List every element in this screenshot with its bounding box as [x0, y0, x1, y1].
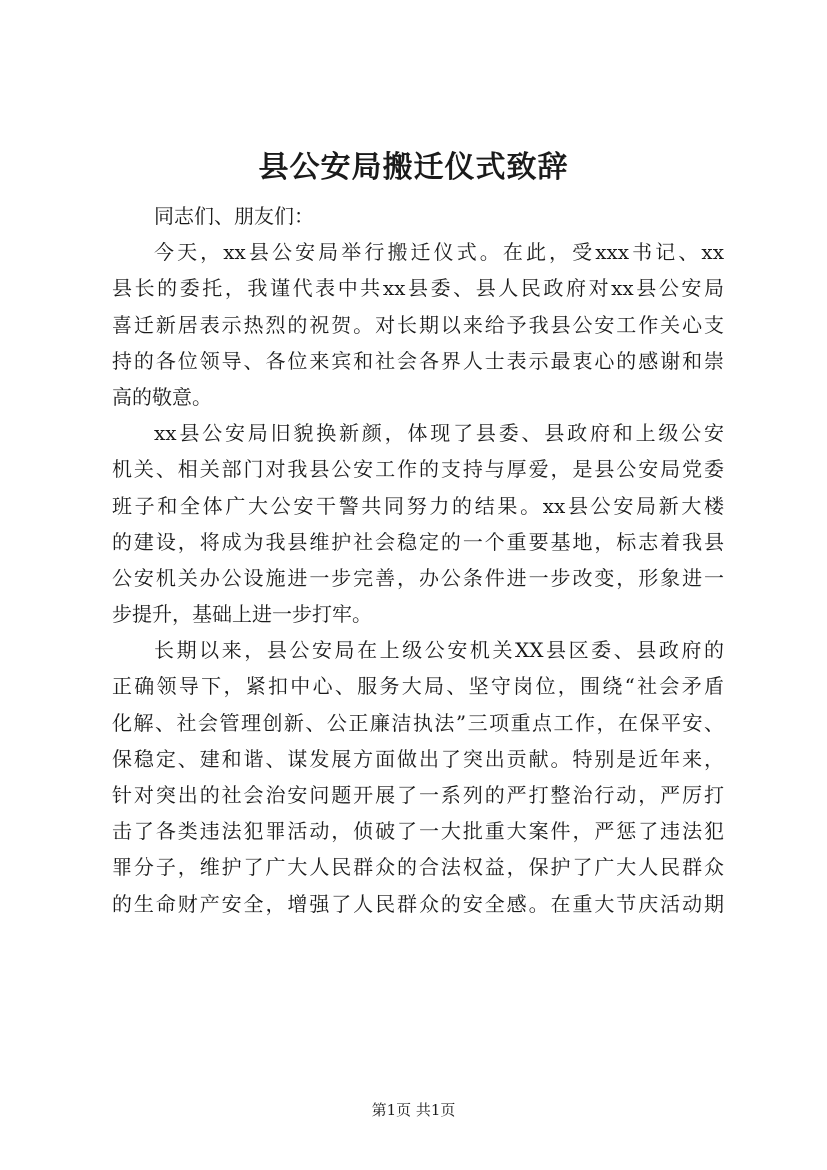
- text-line: 长期以来，县公安局在上级公安机关XX县区委、县政府的: [154, 638, 724, 663]
- text-line: 县长的委托，我谨代表中共xx县委、县人民政府对xx县公安局: [112, 276, 724, 301]
- text-line: 针对突出的社会治安问题开展了一系列的严打整治行动，严厉打: [112, 783, 724, 807]
- document-title: 县公安局搬迁仪式致辞: [258, 150, 569, 185]
- text-line: 今天，xx县公安局举行搬迁仪式。在此，受xxx书记、xx: [154, 240, 724, 265]
- text-line: 步提升，基础上进一步打牢。: [112, 602, 372, 627]
- text-line: 班子和全体广大公安干警共同努力的结果。xx县公安局新大楼: [112, 493, 724, 518]
- text-line: 同志们、朋友们：: [154, 204, 314, 228]
- text-line: 的建设，将成为我县维护社会稳定的一个重要基地，标志着我县: [112, 529, 724, 554]
- text-line: 正确领导下，紧扣中心、服务大局、坚守岗位，围绕“社会矛盾: [112, 674, 724, 699]
- page-footer: 第1页 共1页: [371, 1101, 456, 1119]
- text-line: 击了各类违法犯罪活动，侦破了一大批重大案件，严惩了违法犯: [112, 819, 724, 844]
- text-line: 化解、社会管理创新、公正廉洁执法”三项重点工作，在保平安、: [112, 710, 724, 735]
- document-body: [112, 198, 724, 922]
- text-line: 高的敬意。: [112, 384, 212, 409]
- text-line: 保稳定、建和谐、谋发展方面做出了突出贡献。特别是近年来，: [112, 746, 724, 771]
- text-line: xx县公安局旧貌换新颜，体现了县委、县政府和上级公安: [154, 421, 724, 446]
- text-line: 持的各位领导、各位来宾和社会各界人士表示最衷心的感谢和崇: [112, 348, 724, 373]
- text-line: 喜迁新居表示热烈的祝贺。对长期以来给予我县公安工作关心支: [112, 312, 724, 337]
- text-line: 的生命财产安全，增强了人民群众的安全感。在重大节庆活动期: [112, 891, 724, 916]
- text-line: 机关、相关部门对我县公安工作的支持与厚爱，是县公安局党委: [112, 457, 724, 482]
- text-line: 公安机关办公设施进一步完善，办公条件进一步改变，形象进一: [112, 565, 724, 590]
- text-line: 罪分子，维护了广大人民群众的合法权益，保护了广大人民群众: [112, 855, 724, 880]
